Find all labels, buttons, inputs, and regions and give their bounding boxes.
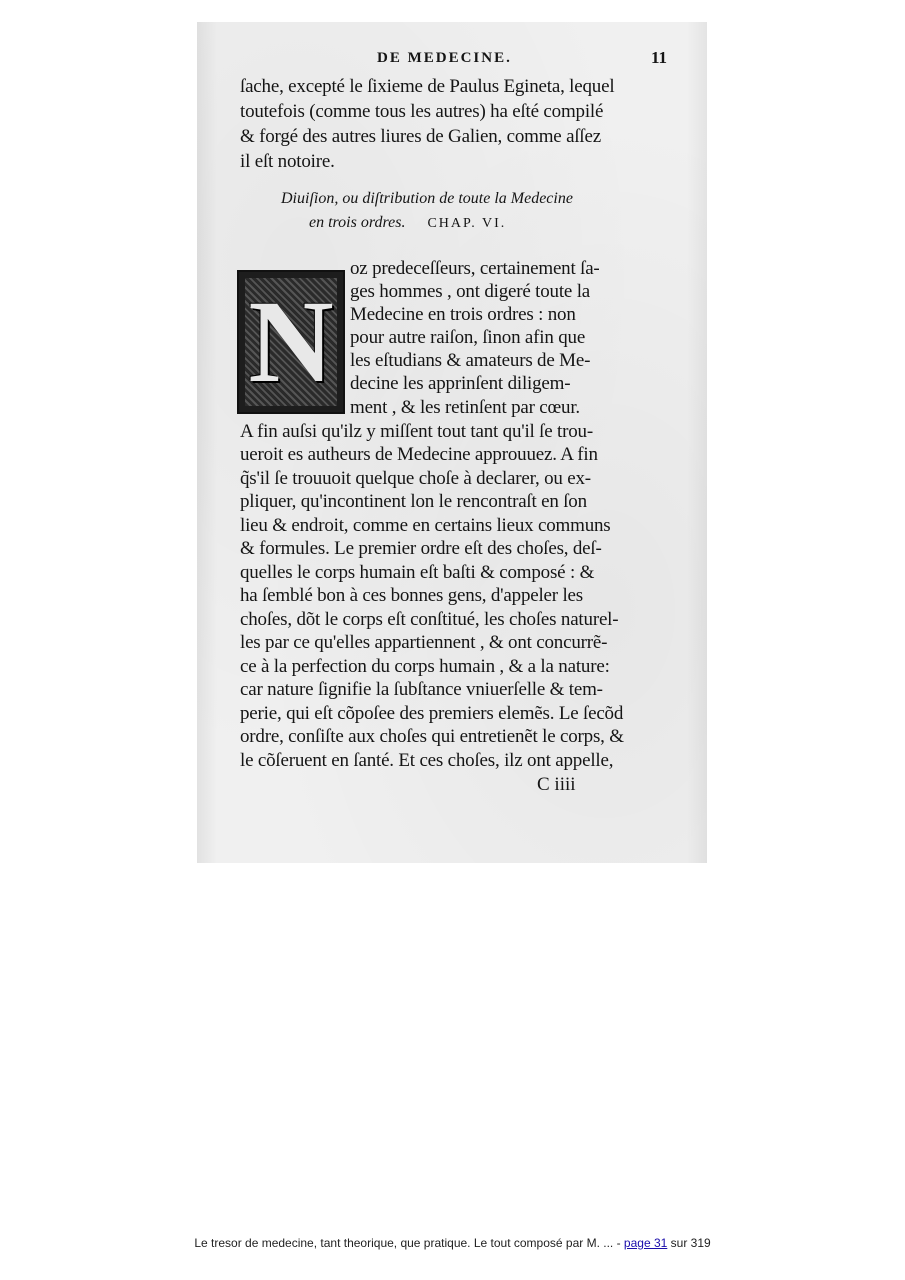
intro-line: ſache, excepté le ſixieme de Paulus Egineta, lequel: [240, 76, 615, 97]
body-line: choſes, dõt le corps eſt conſtitué, les choſes naturel-: [240, 609, 619, 630]
page-footer: [0, 1236, 905, 1250]
body-line: & formules. Le premier ordre eſt des choſes, deſ-: [240, 538, 602, 559]
body-line: lieu & endroit, comme en certains lieux communs: [240, 515, 611, 536]
drop-cap-line: pour autre raiſon, ſinon afin que: [350, 327, 586, 348]
chapter-heading-line2: [309, 214, 506, 232]
intro-line: & forgé des autres liures de Galien, comme aſſez: [240, 126, 601, 147]
page-link[interactable]: page 31: [623, 1236, 668, 1250]
footer-caption: Le tresor de medecine, tant theorique, que pratique. Le tout composé par M. ... -: [194, 1236, 624, 1250]
body-line: perie, qui eſt cõpoſee des premiers elemẽs. Le ſecõd: [240, 703, 624, 724]
body-line: pliquer, qu'incontinent lon le rencontraſt en ſon: [240, 491, 587, 512]
drop-cap-letter: N: [248, 276, 334, 407]
intro-line: il eſt notoire.: [240, 151, 335, 172]
drop-cap-line: ment , & les retinſent par cœur.: [350, 397, 580, 418]
drop-cap-line: Medecine en trois ordres : non: [350, 304, 576, 325]
body-line: ce à la perfection du corps humain , & a la nature:: [240, 656, 610, 677]
signature-mark: C iiii: [537, 774, 576, 795]
footer-total: sur 319: [667, 1236, 711, 1250]
body-line: ordre, conſiſte aux choſes qui entretienẽt le corps, &: [240, 726, 624, 747]
body-line: ha ſemblé bon à ces bonnes gens, d'appeler les: [240, 585, 583, 606]
ornamental-drop-cap: [237, 270, 345, 414]
body-line: quelles le corps humain eſt baſti & composé : &: [240, 562, 595, 583]
chapter-number: CHAP. VI.: [427, 216, 507, 231]
chapter-heading-text: en trois ordres.: [309, 214, 406, 231]
folio-number: 11: [650, 48, 667, 67]
body-line: q̃s'il ſe trouuoit quelque choſe à declarer, ou ex-: [240, 468, 591, 489]
drop-cap-line: decine les apprinſent diligem-: [350, 373, 571, 394]
body-line: A fin auſsi qu'ilz y miſſent tout tant qu'il ſe trou-: [240, 421, 593, 442]
drop-cap-line: ges hommes , ont digeré toute la: [350, 281, 591, 302]
running-head: [237, 48, 667, 70]
drop-cap-line: les eſtudians & amateurs de Me-: [350, 350, 591, 371]
body-line: car nature ſignifie la ſubſtance vniuerſelle & tem-: [240, 679, 603, 700]
body-line: le cõſeruent en ſanté. Et ces choſes, ilz ont appelle,: [240, 750, 614, 771]
body-line: ueroit es autheurs de Medecine approuuez. A fin: [240, 444, 598, 465]
scanned-page: [197, 22, 707, 863]
body-line: les par ce qu'elles appartiennent , & ont concurrẽ-: [240, 632, 608, 653]
chapter-heading: Diuiſion, ou diſtribution de toute la Medecine: [281, 190, 573, 207]
drop-cap-line: oz predeceſſeurs, certainement ſa-: [350, 258, 600, 279]
running-head-title: DE MEDECINE.: [377, 50, 512, 66]
intro-line: toutefois (comme tous les autres) ha eſté compilé: [240, 101, 604, 122]
